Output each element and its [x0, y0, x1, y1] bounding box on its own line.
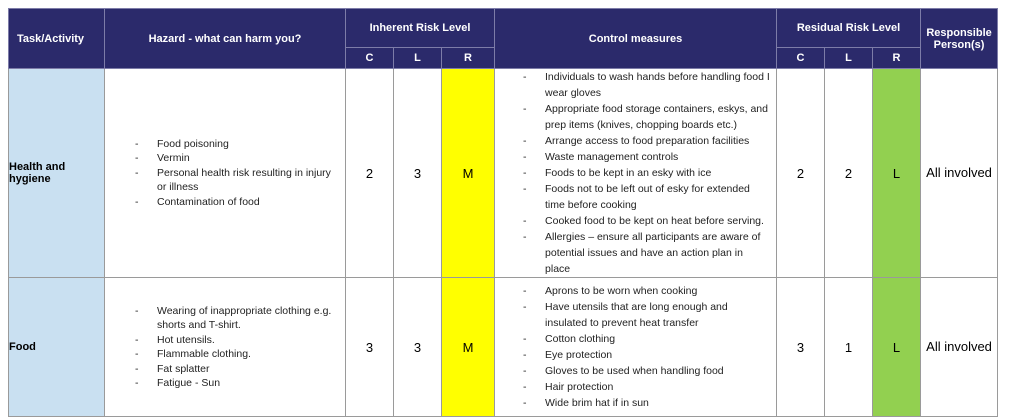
header-residual-c: C	[777, 48, 825, 69]
control-item: - Foods not to be left out of esky for extended time before cooking	[545, 181, 770, 213]
inherent-l-value: 3	[394, 278, 442, 417]
control-item: - Foods to be kept in an esky with ice	[545, 165, 770, 181]
inherent-c-value: 3	[346, 278, 394, 417]
control-item: - Aprons to be worn when cooking	[545, 283, 770, 299]
control-item: - Arrange access to food preparation facilities	[545, 133, 770, 149]
header-control-measures: Control measures	[495, 9, 777, 69]
control-item: - Waste management controls	[545, 149, 770, 165]
responsible-cell: All involved	[921, 69, 998, 278]
hazard-item: - Fat splatter	[157, 362, 339, 377]
header-task: Task/Activity	[9, 9, 105, 69]
header-inherent-l: L	[394, 48, 442, 69]
control-item: - Hair protection	[545, 379, 770, 395]
table-row	[9, 69, 998, 278]
inherent-r-value: M	[442, 278, 495, 417]
control-item: - Gloves to be used when handling food	[545, 363, 770, 379]
residual-r-value: L	[873, 69, 921, 278]
hazard-item: - Food poisoning	[157, 137, 339, 152]
hazard-cell	[105, 69, 346, 278]
residual-l-value: 1	[825, 278, 873, 417]
control-item: - Cotton clothing	[545, 331, 770, 347]
control-item: - Have utensils that are long enough and insulated to prevent heat transfer	[545, 299, 770, 331]
residual-c-value: 3	[777, 278, 825, 417]
residual-l-value: 2	[825, 69, 873, 278]
residual-r-value: L	[873, 278, 921, 417]
header-residual-r: R	[873, 48, 921, 69]
inherent-r-value: M	[442, 69, 495, 278]
hazard-item: - Contamination of food	[157, 195, 339, 210]
control-item: - Eye protection	[545, 347, 770, 363]
control-item: - Wide brim hat if in sun	[545, 395, 770, 411]
inherent-c-value: 2	[346, 69, 394, 278]
header-responsible: Responsible Person(s)	[921, 9, 998, 69]
header-hazard: Hazard - what can harm you?	[105, 9, 346, 69]
table-row	[9, 278, 998, 417]
risk-assessment-table	[8, 8, 998, 417]
control-measures-cell	[495, 278, 777, 417]
header-inherent-risk: Inherent Risk Level	[346, 9, 495, 48]
hazard-item: - Personal health risk resulting in injury or illness	[157, 166, 339, 195]
control-item: - Appropriate food storage containers, eskys, and prep items (knives, chopping boards etc.)	[545, 101, 770, 133]
residual-c-value: 2	[777, 69, 825, 278]
responsible-cell: All involved	[921, 278, 998, 417]
hazard-item: - Hot utensils.	[157, 333, 339, 348]
hazard-item: - Vermin	[157, 151, 339, 166]
header-inherent-c: C	[346, 48, 394, 69]
hazard-cell	[105, 278, 346, 417]
risk-assessment-page	[8, 8, 998, 417]
hazard-item: - Flammable clothing.	[157, 347, 339, 362]
header-inherent-r: R	[442, 48, 495, 69]
control-item: - Allergies – ensure all participants are aware of potential issues and have an action plan in place	[545, 229, 770, 277]
hazard-item: - Fatigue - Sun	[157, 376, 339, 391]
header-residual-l: L	[825, 48, 873, 69]
task-cell: Food	[9, 278, 105, 417]
hazard-item: - Wearing of inappropriate clothing e.g. shorts and T-shirt.	[157, 304, 339, 333]
task-cell: Health and hygiene	[9, 69, 105, 278]
inherent-l-value: 3	[394, 69, 442, 278]
control-item: - Cooked food to be kept on heat before serving.	[545, 213, 770, 229]
control-measures-cell	[495, 69, 777, 278]
header-residual-risk: Residual Risk Level	[777, 9, 921, 48]
control-item: - Individuals to wash hands before handling food I wear gloves	[545, 69, 770, 101]
